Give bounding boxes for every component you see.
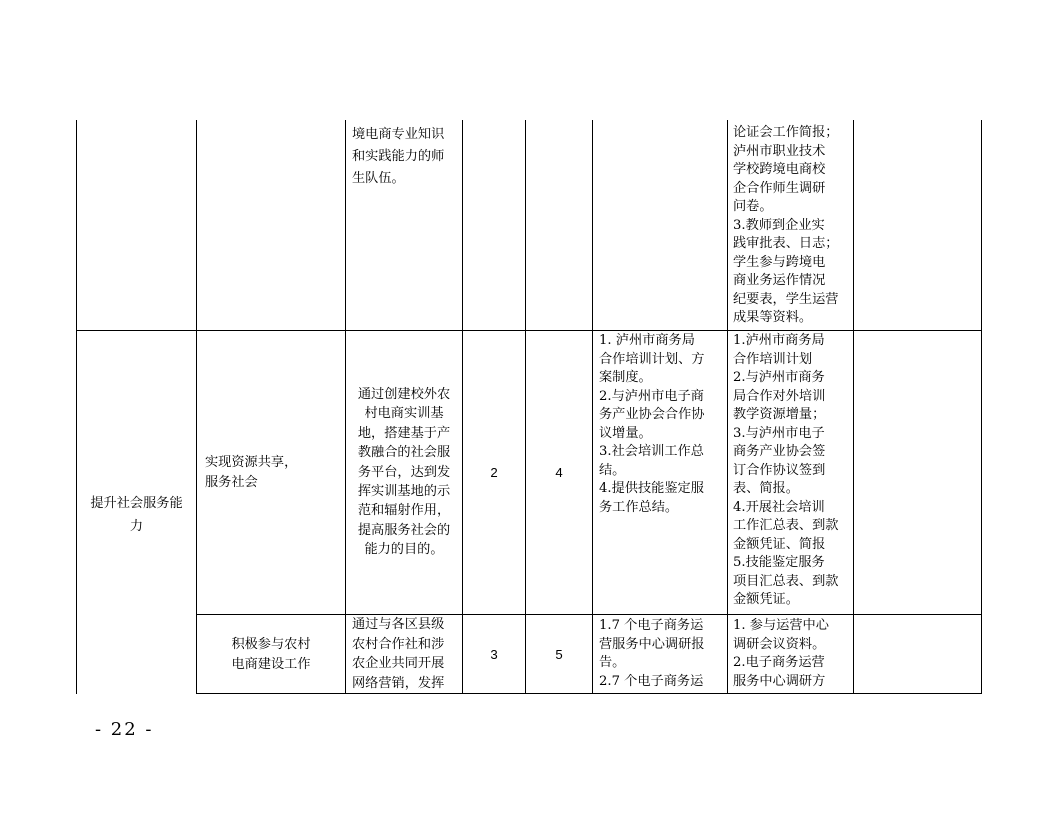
cell-line: 商务产业协会签 — [733, 444, 826, 459]
cell-line: 案制度。 — [599, 370, 652, 385]
cell-line: 项目汇总表、到款 — [733, 573, 839, 589]
number-cell — [463, 645, 525, 665]
cell-line: 局合作对外培训 — [733, 388, 826, 404]
outputs-cell — [599, 617, 705, 691]
number-cell — [526, 645, 592, 665]
cell-line: 1.泸州市商务局 — [733, 333, 825, 348]
cell-line: 2.与泸州市电子商 — [599, 388, 704, 404]
cell-line: 教学资源增量； — [733, 407, 826, 422]
cell-line: 和实践能力的师 — [352, 149, 445, 164]
number-cell — [526, 463, 592, 483]
table-border-right — [981, 120, 982, 694]
cell-line: 金额凭证、简报 — [733, 536, 826, 552]
cell-value: 3 — [490, 647, 498, 662]
cell-line: 3.与泸州市电子 — [733, 425, 825, 441]
page-number: - 22 - — [95, 719, 154, 740]
cell-line: 务平台，达到发 — [357, 464, 451, 480]
cell-line: 企合作师生调研 — [733, 180, 826, 196]
cell-line: 服务中心调研方 — [733, 673, 826, 689]
cell-line: 成果等资料。 — [733, 310, 813, 325]
table-border-bottom — [196, 693, 982, 694]
cell-line: 农村合作社和涉 — [352, 636, 445, 652]
cell-line: 网络营销，发挥 — [352, 675, 445, 691]
column-divider — [525, 120, 526, 694]
cell-line: 1. 泸州市商务局 — [599, 333, 695, 348]
cell-line: 提升社会服务能 — [90, 496, 183, 511]
continued-content-cell — [352, 124, 444, 190]
cell-line: 学生参与跨境电 — [733, 254, 826, 270]
cell-line: 告。 — [599, 655, 626, 670]
continued-evidence-cell — [733, 124, 839, 328]
cell-line: 金额凭证。 — [733, 592, 799, 607]
cell-line: 教融合的社会服 — [357, 445, 451, 461]
cell-line: 议增量。 — [599, 425, 652, 441]
cell-line: 1. 参与运营中心 — [733, 618, 829, 633]
cell-line: 营服务中心调研报 — [599, 636, 705, 652]
cell-line: 4.提供技能鉴定服 — [599, 481, 704, 496]
cell-line: 实现资源共享， — [205, 455, 298, 470]
outputs-cell — [599, 332, 705, 517]
cell-line: 务工作总结。 — [599, 499, 679, 515]
cell-line: 2.与泸州市商务 — [733, 370, 825, 385]
cell-value: 5 — [555, 647, 563, 662]
column-divider — [196, 120, 197, 694]
cell-line: 2.电子商务运营 — [733, 655, 825, 670]
cell-line: 通过创建校外农 — [357, 387, 451, 402]
column-divider — [592, 120, 593, 694]
cell-line: 农企业共同开展 — [352, 656, 445, 671]
cell-line: 调研会议资料。 — [733, 636, 826, 652]
cell-line: 纪要表，学生运营 — [733, 291, 839, 307]
cell-line: 3.社会培训工作总 — [599, 444, 704, 459]
cell-line: 订合作协议签到 — [733, 462, 826, 478]
table-border-left — [76, 120, 77, 694]
column-divider — [462, 120, 463, 694]
cell-line: 电商建设工作 — [231, 657, 311, 672]
cell-line: 5.技能鉴定服务 — [733, 555, 825, 570]
cell-line: 通过与各区县级 — [352, 617, 445, 632]
row-divider — [196, 614, 982, 615]
cell-line: 表、简报。 — [733, 481, 799, 496]
number-cell — [463, 463, 525, 483]
cell-line: 践审批表、日志； — [733, 236, 839, 251]
cell-line: 积极参与农村 — [231, 637, 311, 652]
cell-line: 3.教师到企业实 — [733, 217, 825, 233]
content-cell — [352, 615, 444, 693]
cell-line: 村电商实训基 — [364, 406, 444, 422]
column-divider — [853, 120, 854, 694]
content-cell — [346, 385, 462, 560]
task-cell — [205, 453, 297, 493]
cell-line: 工作汇总表、到款 — [733, 518, 839, 533]
cell-line: 论证会工作简报； — [733, 125, 839, 140]
cell-line: 提高服务社会的 — [357, 522, 451, 538]
cell-line: 能力的目的。 — [364, 542, 444, 558]
section-label-cell — [77, 492, 196, 538]
cell-line: 境电商专业知识 — [352, 127, 445, 142]
cell-line: 问卷。 — [733, 199, 773, 214]
cell-line: 合作培训计划、方 — [599, 351, 705, 367]
cell-line: 结。 — [599, 462, 626, 478]
cell-line: 4.开展社会培训 — [733, 499, 825, 515]
cell-line: 商业务运作情况 — [733, 273, 826, 288]
cell-line: 务产业协会合作协 — [599, 407, 705, 422]
cell-line: 泸州市职业技术 — [733, 143, 826, 159]
cell-line: 2.7 个电子商务运 — [599, 673, 704, 689]
cell-line: 力 — [129, 519, 144, 534]
cell-line: 地，搭建基于产 — [357, 425, 451, 441]
cell-value: 2 — [490, 465, 498, 480]
cell-line: 合作培训计划 — [733, 351, 813, 367]
cell-line: 挥实训基地的示 — [357, 484, 451, 500]
evidence-cell — [733, 332, 839, 610]
cell-value: 4 — [555, 465, 563, 480]
cell-line: 1.7 个电子商务运 — [599, 618, 704, 633]
column-divider — [727, 120, 728, 694]
row-divider — [76, 330, 982, 331]
cell-line: 范和辐射作用， — [357, 503, 451, 519]
evidence-cell — [733, 617, 829, 691]
cell-line: 学校跨境电商校 — [733, 162, 826, 177]
cell-line: 服务社会 — [205, 475, 258, 490]
cell-line: 生队伍。 — [352, 171, 405, 186]
task-cell — [197, 635, 345, 675]
